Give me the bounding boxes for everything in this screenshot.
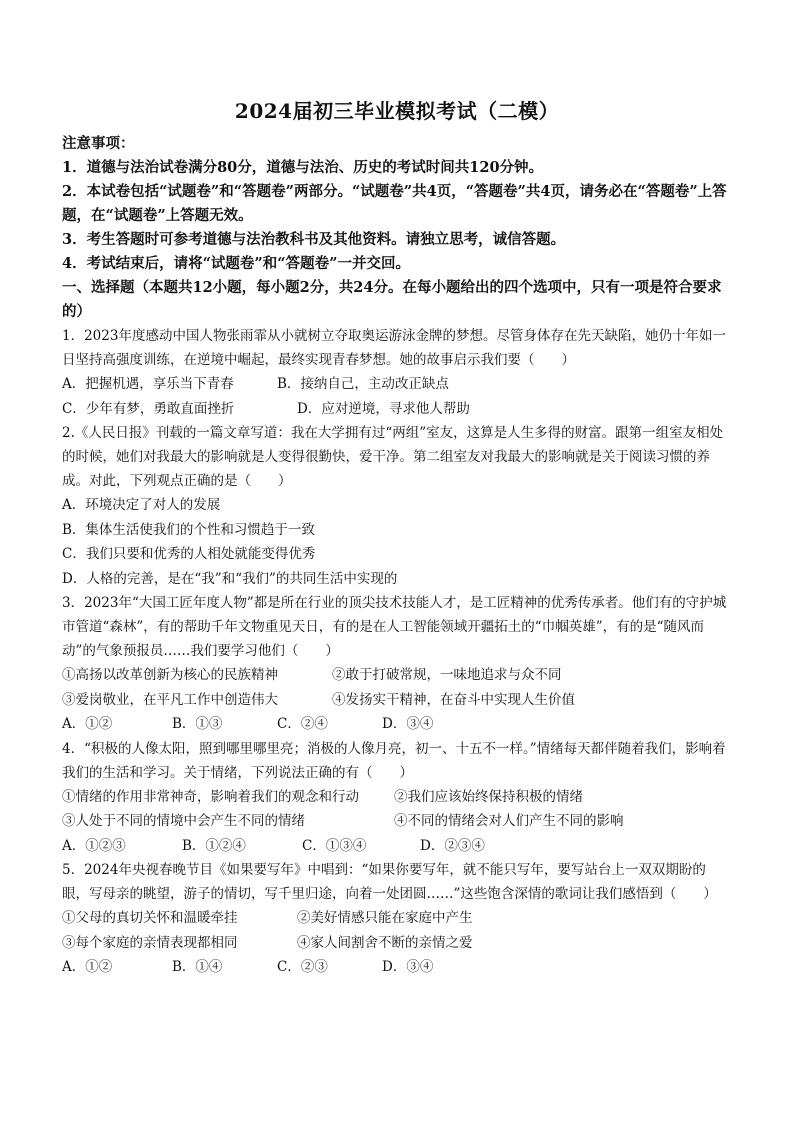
statement-3: ③爱岗敬业，在平凡工作中创造伟大 — [62, 691, 278, 708]
statement-1: ①情绪的作用非常神奇，影响着我们的观念和行动 — [62, 788, 359, 805]
option-b: B．集体生活使我们的个性和习惯趋于一致 — [62, 521, 315, 538]
option-a: A．把握机遇，享乐当下青春 — [62, 376, 234, 392]
statement-2: ②敢于打破常规，一味地追求与众不同 — [332, 667, 562, 683]
option-d: D．②③④ — [420, 837, 485, 854]
statement-row — [62, 931, 732, 956]
statement-row — [62, 663, 732, 688]
option-row — [62, 712, 732, 737]
option-d: D．人格的完善，是在“我”和“我们”的共同生活中实现的 — [62, 570, 398, 587]
question-stem: 5．2024年央视春晚节目《如果要写年》中唱到：“如果你要写年，就不能只写年，要写站台上一双双期盼的眼，写母亲的眺望，游子的情切，写千里归途，向着一处团圆……”这些饱含深情的歌词让我们感悟到（ ） — [62, 862, 717, 902]
section-heading: 一、选择题（本题共12小题，每小题2分，共24分。在每小题给出的四个选项中，只有一项是符合要求的） — [62, 279, 722, 320]
notice-item: 1．道德与法治试卷满分80分，道德与法治、历史的考试时间共120分钟。 — [62, 159, 544, 176]
option-a: A．①②③ — [62, 837, 126, 854]
statement-4: ④不同的情绪会对人们产生不同的影响 — [394, 813, 624, 829]
statement-3: ③人处于不同的情境中会产生不同的情绪 — [62, 813, 305, 829]
exam-title: 2024届初三毕业模拟考试（二模） — [234, 99, 560, 123]
question-stem: 2.《人民日报》刊载的一篇文章写道：我在大学拥有过“两组”室友，这算是人生多得的财富。跟第一组室友相处的时候，她们对我最大的影响就是人变得很勤快，爱干净。第二组室友对我最大的影响就是关于阅读习惯的养成。对此，下列观点正确的是（ ） — [62, 425, 724, 489]
statement-row — [62, 688, 732, 713]
question-5 — [62, 858, 732, 980]
option-row — [62, 955, 732, 980]
notice-heading: 注意事项： — [62, 135, 135, 152]
option-row — [62, 397, 732, 422]
question-stem: 3．2023年“大国工匠年度人物”都是所在行业的顶尖技术技能人才，是工匠精神的优秀传承者。他们有的守护城市管道“森林”，有的帮助千年文物重见天日，有的是在人工智能领域开疆拓土的“巾帼英雄”，有的是“随风而动”的气象预报员……我们要学习他们（ ） — [62, 595, 727, 659]
statement-row — [62, 809, 732, 834]
statement-row — [62, 785, 732, 810]
option-a: A．①② — [62, 959, 113, 975]
option-row — [62, 372, 732, 397]
option-b: B．接纳自己，主动改正缺点 — [277, 376, 449, 392]
statement-3: ③每个家庭的亲情表现都相同 — [62, 934, 238, 951]
statement-2: ②我们应该始终保持积极的情绪 — [394, 788, 583, 805]
question-4 — [62, 737, 732, 859]
notice-item: 3．考生答题时可参考道德与法治教科书及其他资料。请独立思考，诚信答题。 — [62, 231, 566, 248]
statement-4: ④家人间割舍不断的亲情之爱 — [297, 934, 473, 951]
notice-item: 4．考试结束后，请将“试题卷”和“答题卷”一并交回。 — [62, 255, 410, 272]
option-row — [62, 834, 732, 859]
notice-section — [62, 132, 732, 276]
question-1 — [62, 324, 732, 421]
question-3 — [62, 591, 732, 737]
statement-2: ②美好情感只能在家庭中产生 — [297, 910, 473, 926]
statement-1: ①父母的真切关怀和温暖牵挂 — [62, 910, 238, 926]
option-a: A．①② — [62, 716, 113, 732]
option-c: C．②④ — [277, 716, 328, 732]
option-b: B．①②④ — [182, 837, 246, 854]
option-c: C．少年有梦，勇敢直面挫折 — [62, 400, 235, 417]
option-c: C．②③ — [277, 959, 328, 975]
option-b: B．①③ — [172, 716, 223, 732]
option-d: D．应对逆境，寻求他人帮助 — [297, 400, 470, 417]
question-stem: 1．2023年度感动中国人物张雨霏从小就树立夺取奥运游泳金牌的梦想。尽管身体存在先天缺陷，她仍十年如一日坚持高强度训练，在逆境中崛起，最终实现青春梦想。她的故事启示我们要（ ） — [62, 328, 726, 368]
statement-row — [62, 906, 732, 931]
statement-4: ④发扬实干精神，在奋斗中实现人生价值 — [332, 691, 575, 708]
option-a: A．环境决定了对人的发展 — [62, 497, 221, 513]
option-b: B．①④ — [172, 959, 223, 975]
question-stem: 4．“积极的人像太阳，照到哪里哪里亮；消极的人像月亮，初一、十五不一样。”情绪每天都伴随着我们，影响着我们的生活和学习。关于情绪，下列说法正确的有（ ） — [62, 740, 726, 781]
statement-1: ①高扬以改革创新为核心的民族精神 — [62, 667, 278, 683]
notice-item: 2．本试卷包括“试题卷”和“答题卷”两部分。“试题卷”共4页，“答题卷”共4页，请务必在“答题卷”上答题，在“试题卷”上答题无效。 — [62, 183, 727, 224]
option-d: D．③④ — [382, 716, 434, 732]
question-2 — [62, 421, 732, 591]
option-d: D．③④ — [382, 959, 434, 975]
option-c: C．①③④ — [302, 837, 367, 854]
option-c: C．我们只要和优秀的人相处就能变得优秀 — [62, 546, 316, 562]
